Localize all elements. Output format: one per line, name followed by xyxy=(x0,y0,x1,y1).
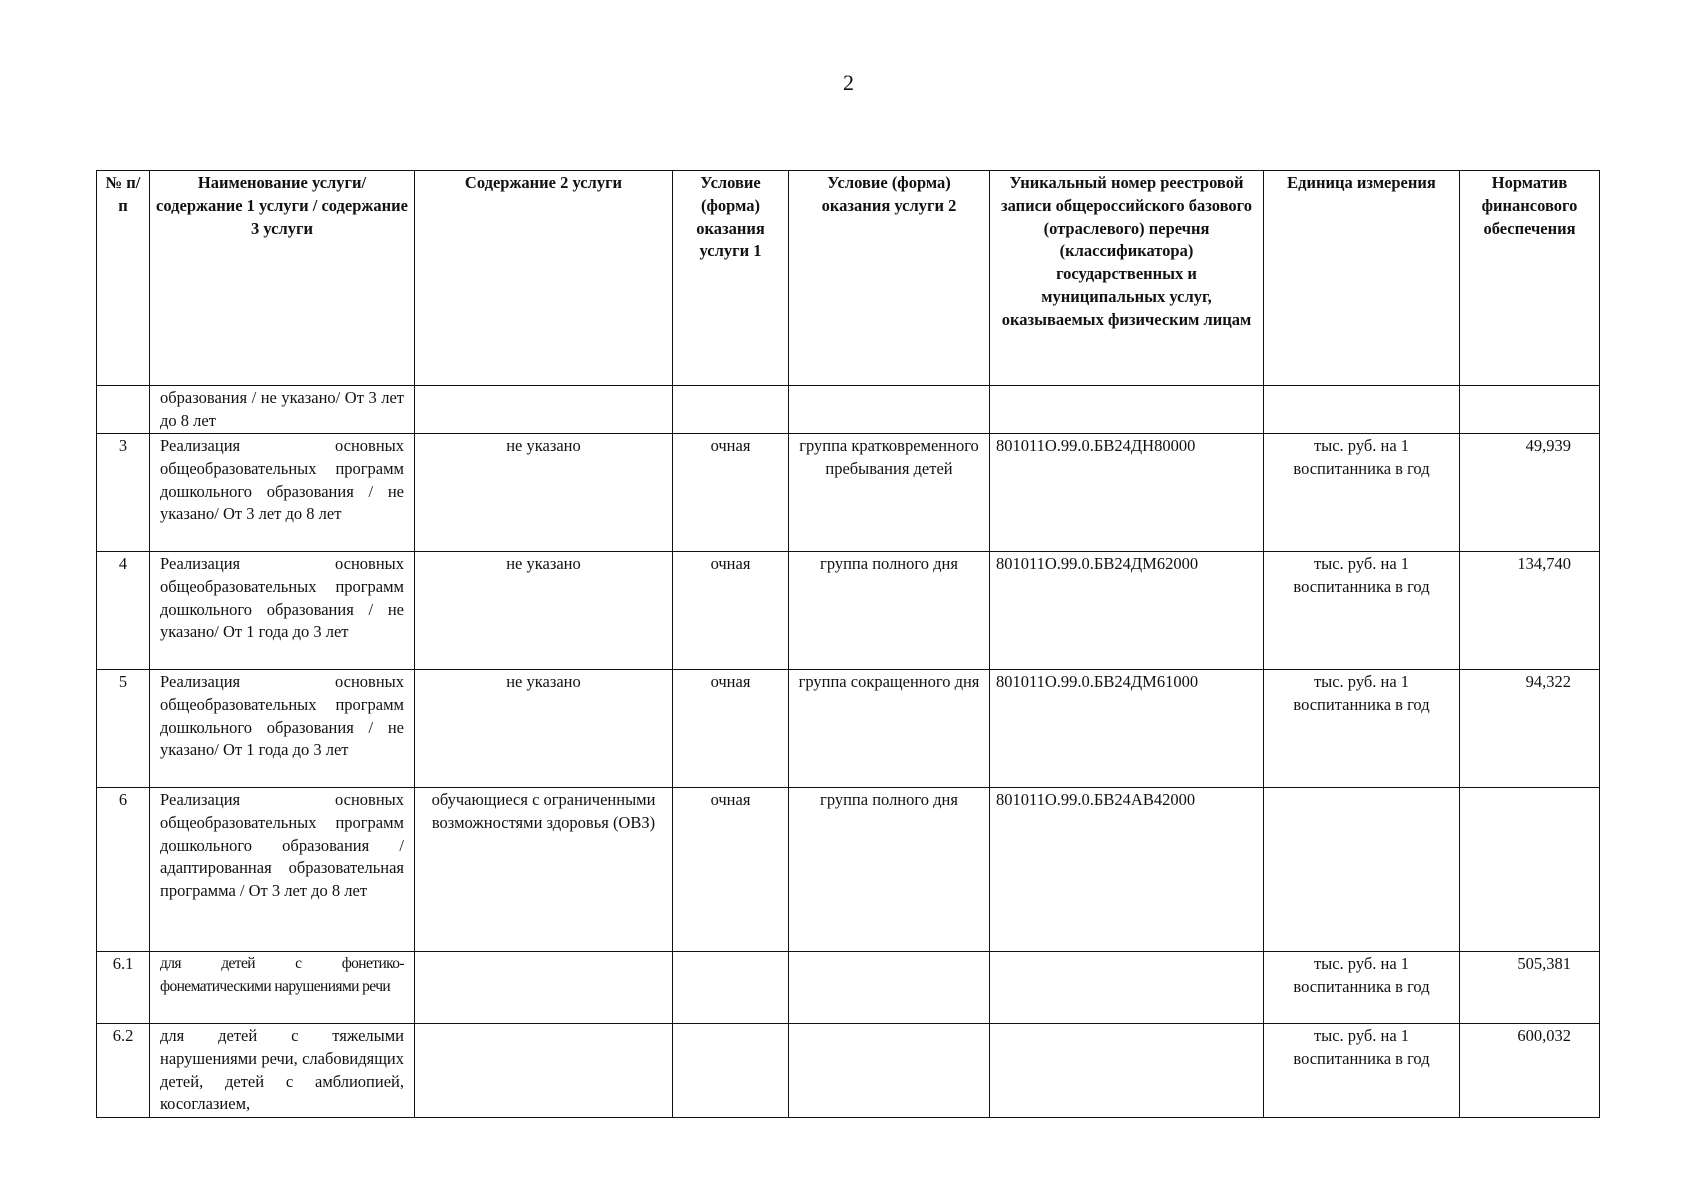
row-cond1 xyxy=(673,1024,789,1118)
row-unit: тыс. руб. на 1 воспитанника в год xyxy=(1264,434,1460,552)
header-cond2: Условие (форма) оказания услуги 2 xyxy=(789,171,990,386)
row-name: Реализация основных общеобразовательных программ дошкольного образования / не указано/ От 3 лет до 8 лет xyxy=(150,434,415,552)
row-content2: не указано xyxy=(415,552,673,670)
table-row xyxy=(97,670,1600,788)
row-num: 5 xyxy=(97,670,150,788)
row-name: Реализация основных общеобразовательных программ дошкольного образования / не указано/ От 1 года до 3 лет xyxy=(150,670,415,788)
header-code: Уникальный номер реестровой записи общероссийского базового (отраслевого) перечня (классификатора) государственных и муниципальных услуг, оказываемых физическим лицам xyxy=(990,171,1264,386)
row-num: 3 xyxy=(97,434,150,552)
normatives-table xyxy=(96,170,1600,1118)
row-cond2 xyxy=(789,952,990,1024)
row-code: 801011О.99.0.БВ24АВ42000 xyxy=(990,788,1264,952)
row-cond1: очная xyxy=(673,552,789,670)
row-cond2: группа полного дня xyxy=(789,788,990,952)
row-content2: не указано xyxy=(415,670,673,788)
row-norm: 505,381 xyxy=(1460,952,1600,1024)
row-num: 4 xyxy=(97,552,150,670)
header-unit: Единица измерения xyxy=(1264,171,1460,386)
row-code: 801011О.99.0.БВ24ДМ62000 xyxy=(990,552,1264,670)
row-num: 6.2 xyxy=(97,1024,150,1118)
row-content2: обучающиеся с ограниченными возможностями здоровья (ОВЗ) xyxy=(415,788,673,952)
header-content2: Содержание 2 услуги xyxy=(415,171,673,386)
row-code xyxy=(990,1024,1264,1118)
row-unit: тыс. руб. на 1 воспитанника в год xyxy=(1264,552,1460,670)
row-name: для детей с тяжелыми нарушениями речи, слабовидящих детей, детей с амблиопией, косоглазием, xyxy=(150,1024,415,1118)
header-cond1: Условие (форма) оказания услуги 1 xyxy=(673,171,789,386)
table-row xyxy=(97,386,1600,434)
row-code xyxy=(990,952,1264,1024)
header-norm: Норматив финансового обеспечения xyxy=(1460,171,1600,386)
row-num xyxy=(97,386,150,434)
row-cond2 xyxy=(789,386,990,434)
table-row xyxy=(97,952,1600,1024)
row-unit: тыс. руб. на 1 воспитанника в год xyxy=(1264,1024,1460,1118)
row-code: 801011О.99.0.БВ24ДМ61000 xyxy=(990,670,1264,788)
row-content2 xyxy=(415,952,673,1024)
row-name: для детей с фонетико-фонематическими нарушениями речи xyxy=(150,952,415,1024)
table-body xyxy=(97,386,1600,1118)
row-code xyxy=(990,386,1264,434)
row-content2 xyxy=(415,386,673,434)
header-name: Наименование услуги/ содержание 1 услуги / содержание 3 услуги xyxy=(150,171,415,386)
row-cond1: очная xyxy=(673,788,789,952)
row-name: образования / не указано/ От 3 лет до 8 лет xyxy=(150,386,415,434)
row-cond2 xyxy=(789,1024,990,1118)
row-cond2: группа сокращенного дня xyxy=(789,670,990,788)
row-norm: 49,939 xyxy=(1460,434,1600,552)
row-name: Реализация основных общеобразовательных программ дошкольного образования / адаптированная образовательная программа / От 3 лет до 8 лет xyxy=(150,788,415,952)
row-unit xyxy=(1264,788,1460,952)
row-cond1: очная xyxy=(673,434,789,552)
row-norm: 94,322 xyxy=(1460,670,1600,788)
row-code: 801011О.99.0.БВ24ДН80000 xyxy=(990,434,1264,552)
row-norm: 134,740 xyxy=(1460,552,1600,670)
row-num: 6 xyxy=(97,788,150,952)
table-row xyxy=(97,434,1600,552)
row-norm: 600,032 xyxy=(1460,1024,1600,1118)
header-num: № п/п xyxy=(97,171,150,386)
table-header xyxy=(97,171,1600,386)
table-row xyxy=(97,1024,1600,1118)
row-content2 xyxy=(415,1024,673,1118)
row-name: Реализация основных общеобразовательных программ дошкольного образования / не указано/ От 1 года до 3 лет xyxy=(150,552,415,670)
row-cond1 xyxy=(673,386,789,434)
row-unit: тыс. руб. на 1 воспитанника в год xyxy=(1264,952,1460,1024)
row-unit: тыс. руб. на 1 воспитанника в год xyxy=(1264,670,1460,788)
row-unit xyxy=(1264,386,1460,434)
row-content2: не указано xyxy=(415,434,673,552)
page-number: 2 xyxy=(843,70,854,95)
row-cond2: группа полного дня xyxy=(789,552,990,670)
row-cond1: очная xyxy=(673,670,789,788)
row-num: 6.1 xyxy=(97,952,150,1024)
table-row xyxy=(97,552,1600,670)
row-cond1 xyxy=(673,952,789,1024)
table-row xyxy=(97,788,1600,952)
row-norm xyxy=(1460,788,1600,952)
row-cond2: группа кратковременного пребывания детей xyxy=(789,434,990,552)
row-norm xyxy=(1460,386,1600,434)
